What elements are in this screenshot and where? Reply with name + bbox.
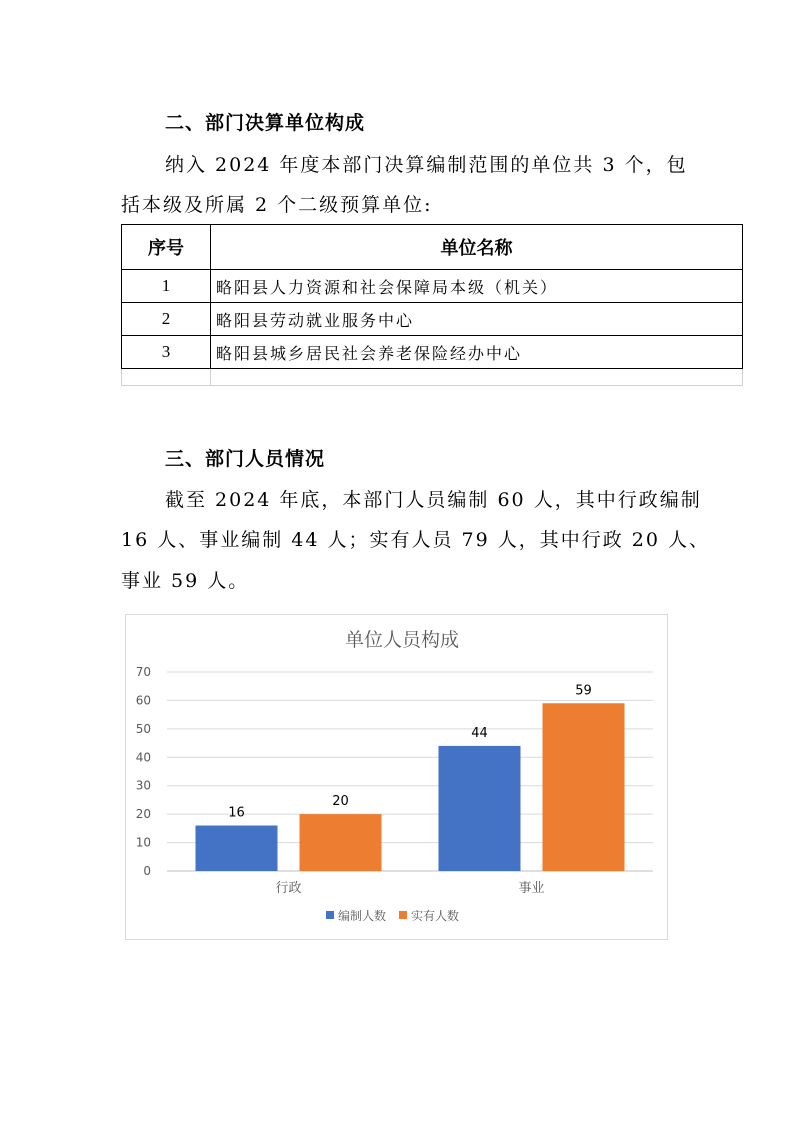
legend-swatch xyxy=(399,911,407,919)
table-header-row xyxy=(122,225,743,270)
table-row-empty xyxy=(122,369,743,386)
y-tick-label: 10 xyxy=(135,835,151,850)
y-tick-label: 50 xyxy=(135,721,151,736)
table-cell-empty xyxy=(211,369,743,386)
staff-paragraph-line-1: 截至 2024 年底，本部门人员编制 60 人，其中行政编制 xyxy=(165,489,702,511)
legend-entry: 实有人数 xyxy=(411,909,460,923)
section-heading-units: 二、部门决算单位构成 xyxy=(165,112,366,134)
table-row xyxy=(122,303,743,336)
chart-svg xyxy=(126,615,667,939)
staff-paragraph-line-2: 16 人、事业编制 44 人；实有人员 79 人，其中行政 20 人、 xyxy=(121,529,710,551)
x-tick-label: 事业 xyxy=(518,881,545,896)
y-tick-label: 40 xyxy=(135,750,151,765)
units-table xyxy=(121,224,743,386)
table-header-name: 单位名称 xyxy=(211,225,743,270)
units-paragraph-line-1: 纳入 2024 年度本部门决算编制范围的单位共 3 个，包 xyxy=(165,154,688,176)
table-row xyxy=(122,336,743,369)
bar xyxy=(196,826,278,871)
table-header-num: 序号 xyxy=(122,225,211,270)
bar xyxy=(300,814,382,871)
table-cell-num: 1 xyxy=(122,270,211,303)
bar xyxy=(543,703,625,871)
staff-paragraph-line-3: 事业 59 人。 xyxy=(121,570,250,592)
x-tick-label: 行政 xyxy=(275,881,302,896)
table-cell-name: 略阳县劳动就业服务中心 xyxy=(211,303,743,336)
data-label: 59 xyxy=(575,683,592,699)
table-cell-empty xyxy=(122,369,211,386)
bar xyxy=(439,746,521,871)
table-cell-num: 3 xyxy=(122,336,211,369)
data-label: 44 xyxy=(471,725,488,741)
table-cell-name: 略阳县城乡居民社会养老保险经办中心 xyxy=(211,336,743,369)
legend-entry: 编制人数 xyxy=(338,909,387,923)
section-heading-staff: 三、部门人员情况 xyxy=(165,448,326,470)
data-label: 20 xyxy=(332,794,349,810)
table-row xyxy=(122,270,743,303)
table-cell-name: 略阳县人力资源和社会保障局本级（机关） xyxy=(211,270,743,303)
y-tick-label: 20 xyxy=(135,807,151,822)
y-tick-label: 0 xyxy=(143,864,151,878)
staff-chart xyxy=(125,614,668,940)
table-cell-num: 2 xyxy=(122,303,211,336)
chart-title: 单位人员构成 xyxy=(344,629,460,651)
y-tick-label: 60 xyxy=(135,693,151,708)
data-label: 16 xyxy=(228,805,245,821)
y-tick-label: 70 xyxy=(135,665,151,679)
y-tick-label: 30 xyxy=(135,778,151,793)
units-paragraph-line-2: 括本级及所属 2 个二级预算单位: xyxy=(121,194,433,216)
legend-swatch xyxy=(326,911,334,919)
